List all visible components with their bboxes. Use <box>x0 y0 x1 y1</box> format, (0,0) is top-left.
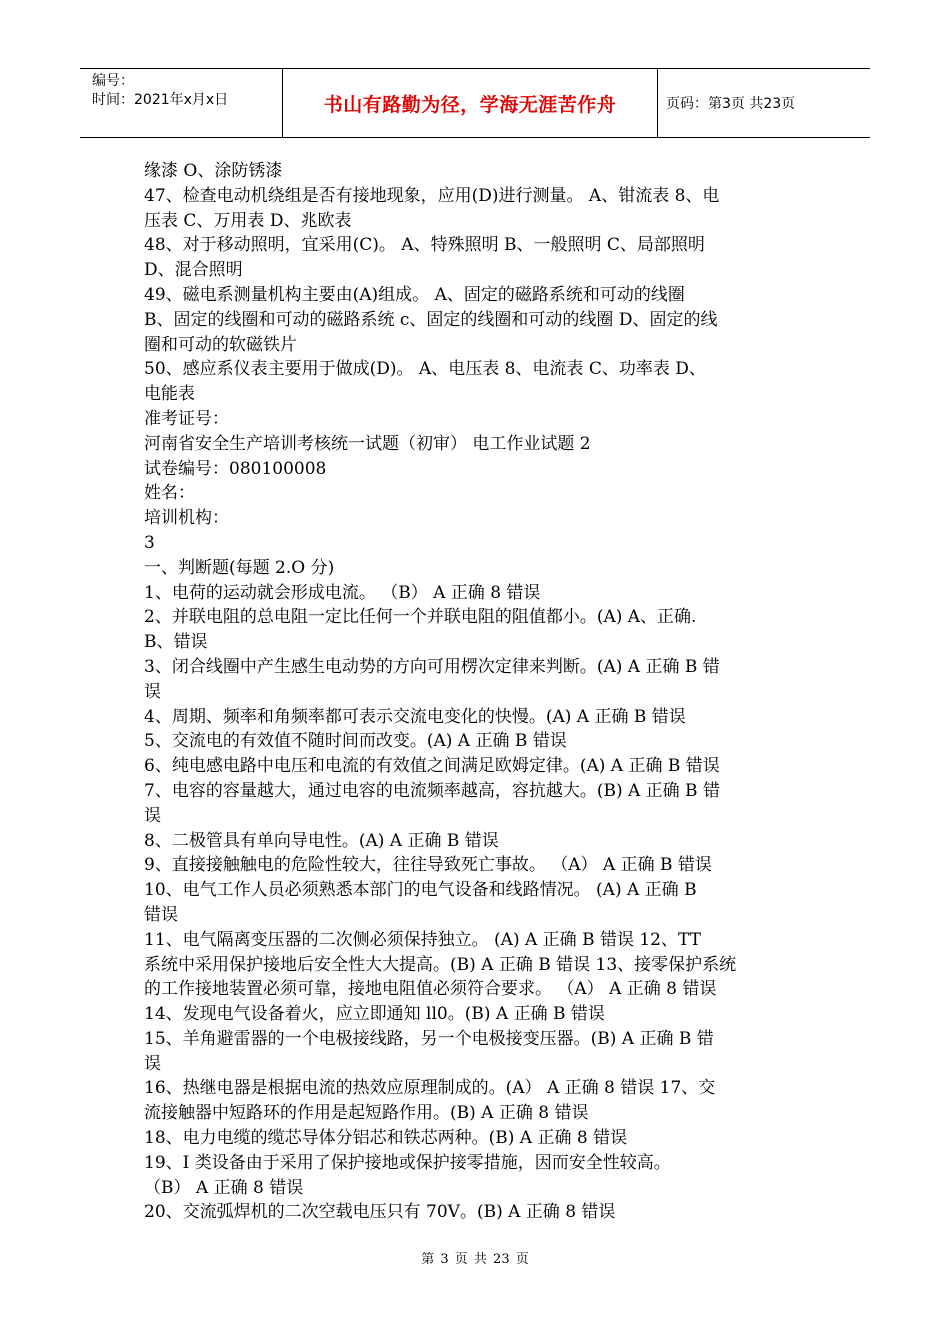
text-line: 试卷编号：080100008 <box>144 458 327 479</box>
text-line: 压表 C、万用表 D、兆欧表 <box>144 210 352 231</box>
text-line: B、错误 <box>144 632 208 653</box>
text-line: 14、发现电气设备着火，应立即通知 ll0。(B) A 正确 B 错误 <box>144 1004 605 1025</box>
header-page-info: 页码：第3页 共23页 <box>666 96 796 112</box>
document-time-label: 时间：2021年x月x日 <box>92 92 229 108</box>
text-line: 错误 <box>144 904 178 925</box>
text-line: 10、电气工作人员必须熟悉本部门的电气设备和线路情况。 (A) A 正确 B <box>144 880 697 901</box>
text-line: 19、I 类设备由于采用了保护接地或保护接零措施，因而安全性较高。 <box>144 1152 671 1173</box>
text-line: 20、交流弧焊机的二次空载电压只有 70V。(B) A 正确 8 错误 <box>144 1202 616 1223</box>
text-line: 缘漆 O、涂防锈漆 <box>144 161 283 181</box>
text-line: 47、检查电动机绕组是否有接地现象，应用(D)进行测量。 A、钳流表 8、电 <box>144 185 720 206</box>
text-line: 误 <box>144 681 161 702</box>
text-line: 5、交流电的有效值不随时间而改变。(A) A 正确 B 错误 <box>144 731 567 752</box>
text-line: 16、热继电器是根据电流的热效应原理制成的。(A） A 正确 8 错误 17、交 <box>144 1078 716 1099</box>
header-motto: 书山有路勤为径，学海无涯苦作舟 <box>283 69 658 137</box>
text-line: 50、感应系仪表主要用于做成(D)。 A、电压表 8、电流表 C、功率表 D、 <box>144 359 706 380</box>
text-line: 48、对于移动照明，宜采用(C)。 A、特殊照明 B、一般照明 C、局部照明 <box>144 235 705 256</box>
text-line: 准考证号： <box>144 408 229 429</box>
text-line: 系统中采用保护接地后安全性大大提高。(B) A 正确 B 错误 13、接零保护系统 <box>144 954 737 975</box>
text-line: 6、纯电感电路中电压和电流的有效值之间满足欧姆定律。(A) A 正确 B 错误 <box>144 756 720 777</box>
text-line: 9、直接接触触电的危险性较大，往往导致死亡事故。 （A） A 正确 B 错误 <box>144 855 712 876</box>
text-line: 的工作接地装置必须可靠，接地电阻值必须符合要求。 （A） A 正确 8 错误 <box>144 979 717 1000</box>
text-line: 3、闭合线圈中产生感生电动势的方向可用楞次定律来判断。(A) A 正确 B 错 <box>144 656 720 677</box>
text-line: 1、电荷的运动就会形成电流。 （B） A 正确 8 错误 <box>144 582 541 603</box>
text-line: 圈和可动的软磁铁片 <box>144 334 297 355</box>
text-line: 49、磁电系测量机构主要由(A)组成。 A、固定的磁路系统和可动的线圈 <box>144 284 685 305</box>
text-line: 误 <box>144 805 161 826</box>
text-line: 电能表 <box>144 384 195 405</box>
text-line: 误 <box>144 1053 161 1074</box>
document-number-label: 编号： <box>92 73 134 89</box>
text-line: 培训机构： <box>144 508 229 529</box>
document-body <box>144 159 808 1225</box>
text-line: 2、并联电阻的总电阻一定比任何一个并联电阻的阻值都小。(A) A、正确. <box>144 607 697 628</box>
text-line: 4、周期、频率和角频率都可表示交流电变化的快慢。(A) A 正确 B 错误 <box>144 706 686 727</box>
text-line: 河南省安全生产培训考核统一试题（初审） 电工作业试题 2 <box>144 433 591 454</box>
text-line: 7、电容的容量越大，通过电容的电流频率越高，容抗越大。(B) A 正确 B 错 <box>144 780 720 801</box>
text-line: B、固定的线圈和可动的磁路系统 c、固定的线圈和可动的线圈 D、固定的线 <box>144 309 718 330</box>
text-line: 18、电力电缆的缆芯导体分铝芯和铁芯两种。(B) A 正确 8 错误 <box>144 1128 628 1149</box>
text-line: 15、羊角避雷器的一个电极接线路，另一个电极接变压器。(B) A 正确 B 错 <box>144 1028 714 1049</box>
text-line: 3 <box>144 532 155 553</box>
header-meta <box>80 69 283 137</box>
page-header <box>80 68 870 138</box>
text-line: 流接触器中短路环的作用是起短路作用。(B) A 正确 8 错误 <box>144 1103 589 1124</box>
page-footer: 第 3 页 共 23 页 <box>421 1252 529 1267</box>
text-line: 11、电气隔离变压器的二次侧必须保持独立。 (A) A 正确 B 错误 12、TT <box>144 929 701 950</box>
text-line: 一、判断题(每题 2.O 分) <box>144 557 335 578</box>
text-line: 姓名： <box>144 483 195 504</box>
text-line: D、混合照明 <box>144 260 243 281</box>
text-line: 8、二极管具有单向导电性。(A) A 正确 B 错误 <box>144 830 499 851</box>
text-line: （B） A 正确 8 错误 <box>144 1177 304 1198</box>
